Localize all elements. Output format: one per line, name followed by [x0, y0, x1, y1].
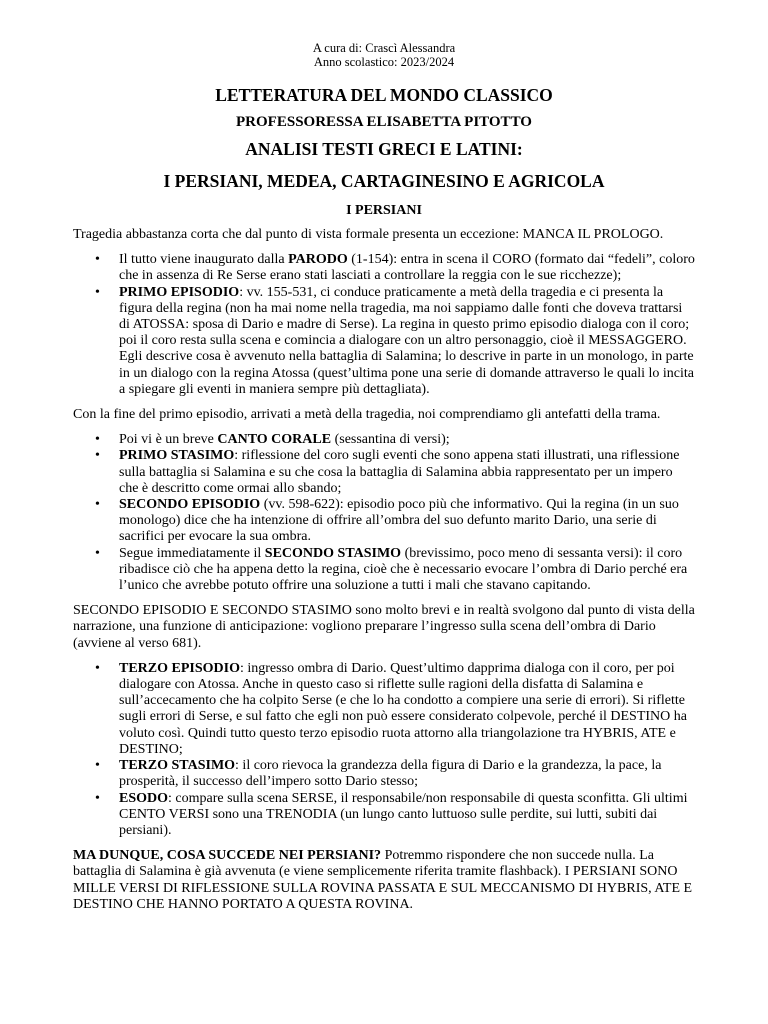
paragraph-2: Con la fine del primo episodio, arrivati a metà della tragedia, noi comprendiamo gli antefatti della trama. — [73, 407, 661, 423]
list-item: • PRIMO EPISODIO: vv. 155-531, ci conduce praticamente a metà della tragedia e ci presenta la figura della regina (non ha mai nome nella tragedia, ma noi sappiamo dalle fonti che doveva trattarsi di ATOSSA: sposa di Dario e madre di Serse). La regina in questo primo episodio dialoga con il coro; poi il coro resta sulla scena e comincia a dialogare con un altro personaggio, cioè il MESSAGGERO. Egli descrive cosa è avvenuto nella battaglia di Salamina; lo descrive in parte in un monologo, in parte in un dialogo con la regina Atossa (quest’ultima pone una serie di domande attraverso le quali lo incita a spiegare gli eventi in maniera sempre più dettagliata). — [95, 284, 695, 397]
bullet-icon: • — [95, 758, 100, 774]
bullet-icon: • — [95, 432, 100, 448]
bullet-icon: • — [95, 790, 100, 806]
course-title: LETTERATURA DEL MONDO CLASSICO — [215, 85, 553, 105]
final-question: MA DUNQUE, COSA SUCCEDE NEI PERSIANI? — [73, 848, 382, 864]
bullet-icon: • — [95, 545, 100, 561]
intro-paragraph: Tragedia abbastanza corta che dal punto di vista formale presenta un eccezione: MANCA IL PROLOGO. — [73, 227, 664, 242]
list-item: • TERZO STASIMO: il coro rievoca la grandezza della figura di Dario e la grandezza, la pace, la prosperità, il successo dell’impero sotto Dario stesso; — [95, 758, 662, 790]
bullet-list-3 — [73, 661, 695, 839]
list-item: • ESODO: compare sulla scena SERSE, il responsabile/non responsabile di questa sconfitta. Gli ultimi CENTO VERSI sono una TRENODIA (un lungo canto luttuoso sulle perdite, sui lutti, subiti dai persiani). — [95, 790, 688, 838]
school-year: Anno scolastico: 2023/2024 — [313, 54, 455, 69]
professor-name: PROFESSORESSA ELISABETTA PITOTTO — [236, 114, 532, 130]
final-paragraph — [73, 848, 695, 913]
bullet-icon: • — [95, 660, 100, 676]
final-text: Potremmo rispondere che non succede nulla. La battaglia di Salamina è già avvenuta (e viene semplicemente riferita tramite flashback). I PERSIANI SONO MILLE VERSI DI RIFLESSIONE SULLA ROVINA PASSATA E SUL MECCANISMO DI HYBRIS, ATE E DESTINO CHE HANNO PORTATO A QUESTA ROVINA. — [73, 848, 693, 912]
bullet-list-2 — [73, 432, 695, 594]
bullet-icon: • — [95, 252, 100, 268]
list-item: • SECONDO EPISODIO (vv. 598-622): episodio poco più che informativo. Qui la regina (in un suo monologo) dice che ha intenzione di offrire all’ombra del suo defunto marito Dario, una serie di sacrifici per evocare la sua ombra. — [95, 497, 679, 545]
author-line: A cura di: Crascì Alessandra — [312, 41, 456, 55]
bullet-icon: • — [95, 497, 100, 513]
list-item: • Segue immediatamente il SECONDO STASIMO (brevissimo, poco meno di sessanta versi): il coro ribadisce ciò che ha appena detto la regina, cioè che è necessario evocare l’ombra di Dario perché era l’unico che avrebbe potuto offrire una soluzione a tutti i mali che stavano capitando. — [95, 545, 688, 594]
list-item: • Poi vi è un breve CANTO CORALE (sessantina di versi); — [95, 432, 450, 448]
bullet-icon: • — [95, 448, 100, 464]
list-item: • PRIMO STASIMO: riflessione del coro sugli eventi che sono appena stati illustrati, una riflessione sulla battaglia si Salamina e su che cosa la battaglia di Salamina abbia rappresentato per un impero che è descritto come ormai allo sbando; — [95, 448, 680, 496]
subtitle-line-1: ANALISI TESTI GRECI E LATINI: — [245, 139, 523, 159]
subtitle-line-2: I PERSIANI, MEDEA, CARTAGINESINO E AGRICOLA — [163, 171, 605, 191]
section-heading: I PERSIANI — [346, 203, 422, 218]
list-item: • TERZO EPISODIO: ingresso ombra di Dario. Quest’ultimo dapprima dialoga con il coro, per poi dialogare con Atossa. Anche in questo caso si riflette sulle ragioni della disfatta di Salamina e sull’accecamento che ha colpito Serse (e che lo ha condotto a compiere una serie di errori). Si riflette sugli errori di Serse, e sul fatto che egli non può essere considerato colpevole, perché il DESTINO ha voluto così. Quindi tutto questo terzo episodio ruota attorno alla triangolazione tra HYBRIS, ATE e DESTINO; — [95, 660, 687, 757]
paragraph-3: SECONDO EPISODIO E SECONDO STASIMO sono molto brevi e in realtà svolgono dal punto di vista della narrazione, una funzione di anticipazione: vogliono preparare l’ingresso sulla scena dell’ombra di Dario (avviene al verso 681). — [73, 603, 695, 651]
list-item: • Il tutto viene inaugurato dalla PARODO (1-154): entra in scena il CORO (formato dai “fedeli”, coloro che in assenza di Re Serse erano stati lasciati a controllare la reggia con le sue ricchezze); — [95, 252, 695, 284]
bullet-icon: • — [95, 284, 100, 300]
bullet-list-1 — [73, 252, 695, 398]
